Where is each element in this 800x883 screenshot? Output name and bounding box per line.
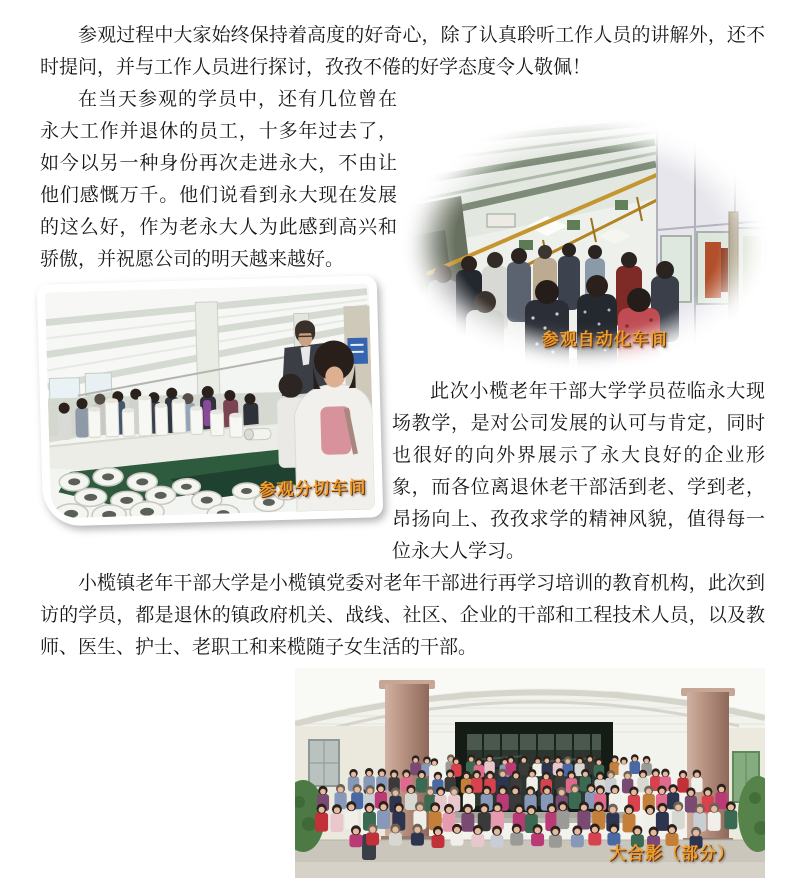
paragraph-3: 此次小榄老年干部大学学员莅临永大现场教学，是对公司发展的认可与肯定，同时也很好的向外界展示了永大良好的企业形象，而各位离退休老干部活到老、学到老，昂扬向上、孜孜求学的精神风貌，值得每一位永大人学习。 (392, 381, 765, 562)
paragraph-4: 小榄镇老年干部大学是小榄镇党委对老年干部进行再学习培训的教育机构，此次到访的学员，都是退休的镇政府机关、战线、社区、企业的干部和工程技术人员，以及教师、医生、护士、老职工和来榄随子女生活的干部。 (40, 573, 765, 658)
photo-automation-workshop (399, 112, 775, 372)
slitting-photo-frame (37, 275, 384, 526)
slitting-photo-shadow (32, 280, 380, 522)
photo-caption-slitting: 参观分切车间 (258, 477, 367, 500)
photo-group (295, 668, 765, 878)
photo-slitting-workshop (32, 276, 380, 538)
paragraph-2: 在当天参观的学员中，还有几位曾在永大工作并退休的员工，十多年过去了，如今以另一种身份再次走进永大，不由让他们感慨万千。他们说看到永大现在发展的这么好，作为老永大人为此感到高兴和骄傲，并祝愿公司的明天越来越好。 (40, 89, 397, 270)
photo-caption-automation: 参观自动化车间 (541, 330, 668, 349)
paragraph-1: 参观过程中大家始终保持着高度的好奇心，除了认真聆听工作人员的讲解外，还不时提问，并与工作人员进行探讨，孜孜不倦的好学态度令人敬佩！ (40, 25, 765, 78)
photo-caption-group: 大合影（部分） (609, 844, 735, 863)
